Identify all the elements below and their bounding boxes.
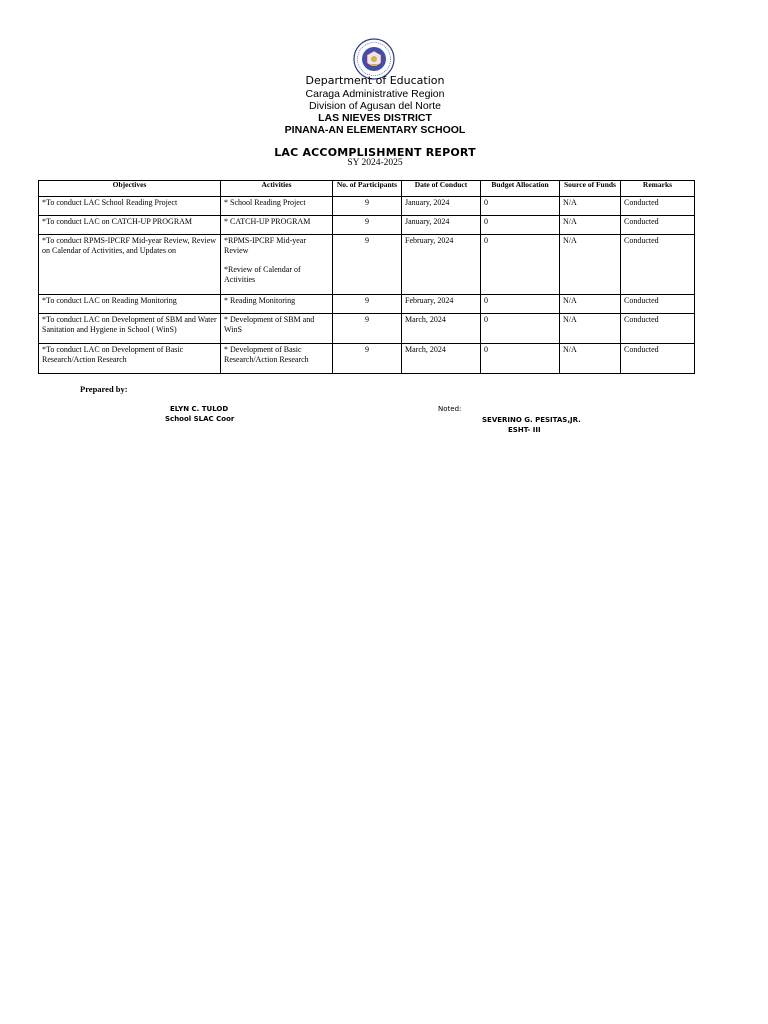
objective-cell: *To conduct LAC on Reading Monitoring — [39, 295, 221, 314]
prepared-by-label: Prepared by: — [80, 384, 128, 394]
preparer-name: ELYN C. TULOD — [170, 405, 229, 413]
date-cell: February, 2024 — [402, 235, 481, 295]
column-header: No. of Participants — [333, 181, 402, 197]
remarks-cell: Conducted — [621, 314, 695, 344]
column-header: Date of Conduct — [402, 181, 481, 197]
district-name: LAS NIEVES DISTRICT — [318, 112, 432, 124]
source-cell: N/A — [560, 344, 621, 374]
source-cell: N/A — [560, 295, 621, 314]
region-name: Caraga Administrative Region — [305, 88, 445, 100]
source-cell: N/A — [560, 235, 621, 295]
column-header: Objectives — [39, 181, 221, 197]
noter-name: SEVERINO G. PESITAS,JR. — [482, 416, 581, 424]
budget-cell: 0 — [481, 314, 560, 344]
noter-role: ESHT- III — [508, 426, 541, 434]
activity-cell: * School Reading Project — [221, 197, 333, 216]
activity-line: *Review of Calendar of Activities — [224, 265, 301, 284]
activity-cell: * Development of Basic Research/Action Research — [221, 344, 333, 374]
table-row — [39, 295, 695, 314]
participants-cell: 9 — [333, 344, 402, 374]
preparer-role: School SLAC Coor — [165, 415, 235, 423]
table-row — [39, 235, 695, 295]
budget-cell: 0 — [481, 344, 560, 374]
report-title: LAC ACCOMPLISHMENT REPORT — [274, 146, 476, 159]
date-cell: February, 2024 — [402, 295, 481, 314]
remarks-cell: Conducted — [621, 295, 695, 314]
date-cell: March, 2024 — [402, 314, 481, 344]
participants-cell: 9 — [333, 295, 402, 314]
date-cell: January, 2024 — [402, 197, 481, 216]
activity-cell: * Development of SBM and WinS — [221, 314, 333, 344]
budget-cell: 0 — [481, 235, 560, 295]
column-header: Remarks — [621, 181, 695, 197]
table-row — [39, 216, 695, 235]
objective-cell: *To conduct LAC on Development of SBM and Water Sanitation and Hygiene in School ( WinS) — [39, 314, 221, 344]
objective-cell: *To conduct RPMS-IPCRF Mid-year Review, Review on Calendar of Activities, and Updates on — [39, 235, 221, 295]
budget-cell: 0 — [481, 216, 560, 235]
remarks-cell: Conducted — [621, 216, 695, 235]
table-row — [39, 197, 695, 216]
objective-cell: *To conduct LAC School Reading Project — [39, 197, 221, 216]
activity-cell — [221, 235, 333, 295]
source-cell: N/A — [560, 314, 621, 344]
activity-cell: * CATCH-UP PROGRAM — [221, 216, 333, 235]
budget-cell: 0 — [481, 197, 560, 216]
table-row — [39, 344, 695, 374]
noted-label: Noted: — [438, 405, 462, 413]
participants-cell: 9 — [333, 216, 402, 235]
remarks-cell: Conducted — [621, 344, 695, 374]
column-header: Budget Allocation — [481, 181, 560, 197]
accomplishment-table — [38, 180, 695, 374]
participants-cell: 9 — [333, 235, 402, 295]
activity-line: *RPMS-IPCRF Mid-year Review — [224, 236, 307, 255]
objective-cell: *To conduct LAC on Development of Basic Research/Action Research — [39, 344, 221, 374]
participants-cell: 9 — [333, 314, 402, 344]
column-header: Activities — [221, 181, 333, 197]
remarks-cell: Conducted — [621, 235, 695, 295]
participants-cell: 9 — [333, 197, 402, 216]
column-header: Source of Funds — [560, 181, 621, 197]
source-cell: N/A — [560, 197, 621, 216]
table-row — [39, 314, 695, 344]
division-name: Division of Agusan del Norte — [309, 100, 441, 112]
department-name: Department of Education — [305, 74, 445, 87]
school-year: SY 2024-2025 — [347, 158, 403, 168]
remarks-cell: Conducted — [621, 197, 695, 216]
date-cell: January, 2024 — [402, 216, 481, 235]
budget-cell: 0 — [481, 295, 560, 314]
date-cell: March, 2024 — [402, 344, 481, 374]
source-cell: N/A — [560, 216, 621, 235]
school-name: PINANA-AN ELEMENTARY SCHOOL — [284, 124, 466, 136]
activity-cell: * Reading Monitoring — [221, 295, 333, 314]
objective-cell: *To conduct LAC on CATCH-UP PROGRAM — [39, 216, 221, 235]
